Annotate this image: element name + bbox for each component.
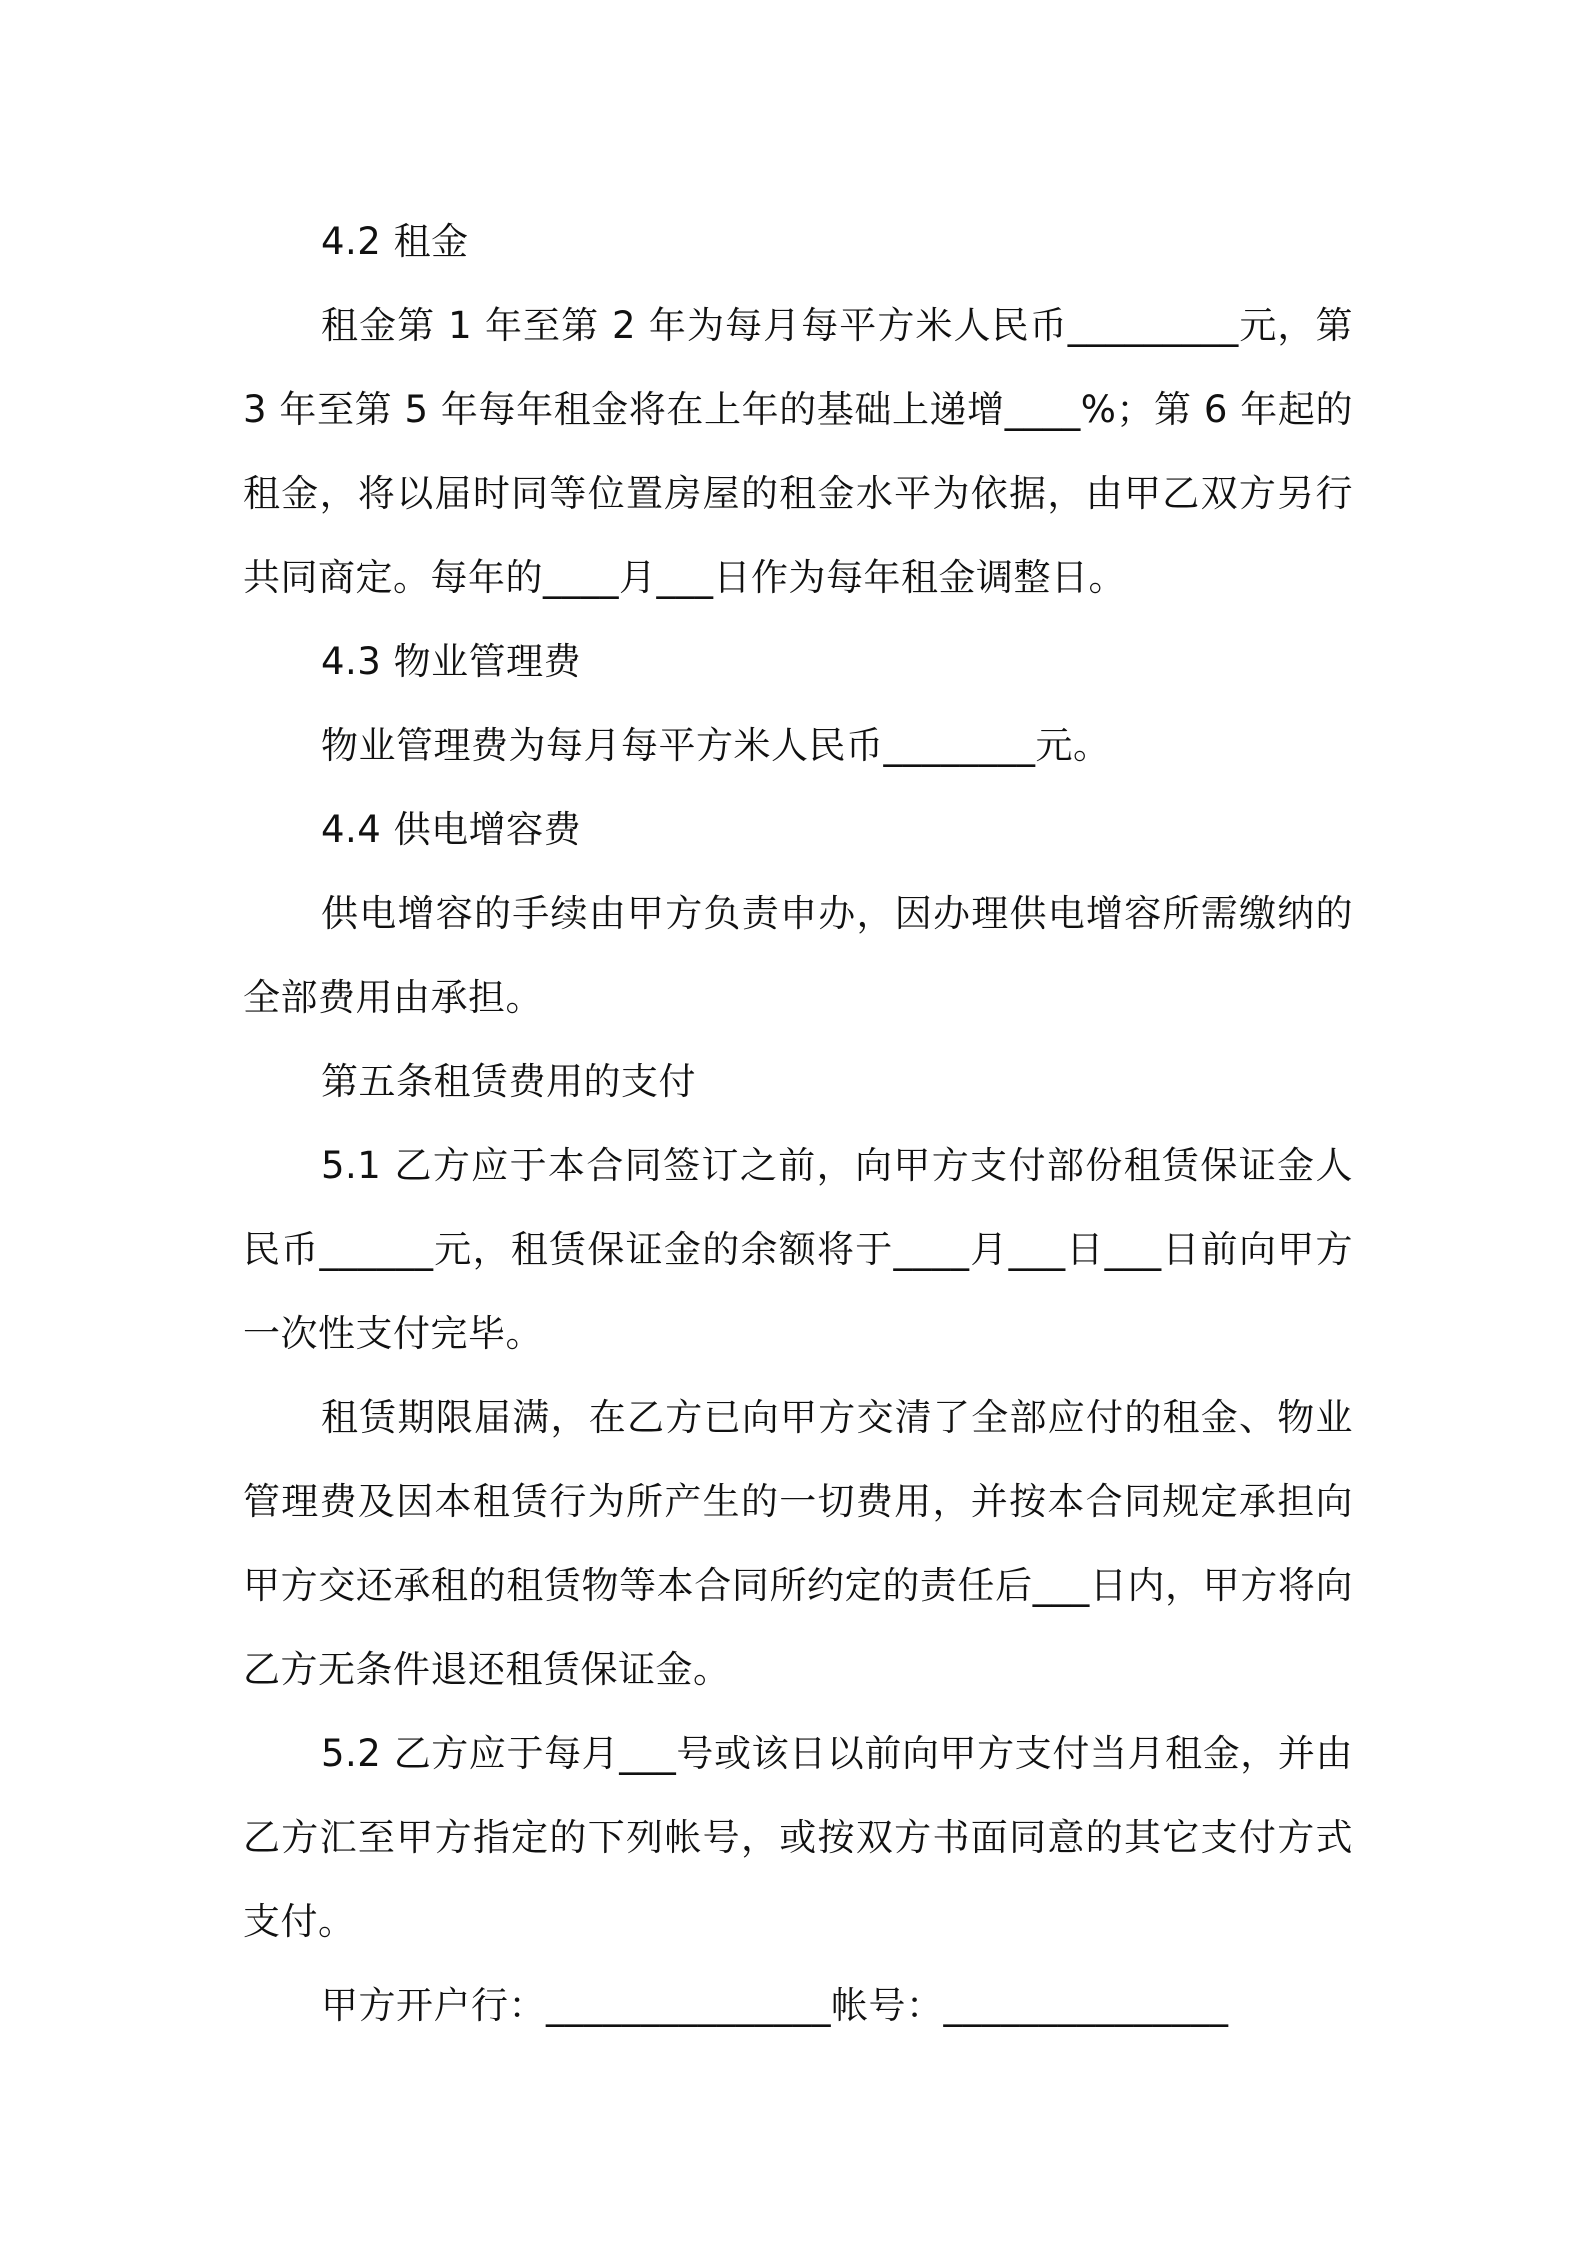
paragraph-rent-terms: 租金第 1 年至第 2 年为每月每平方米人民币_________元，第 3 年至第 5 年每年租金将在上年的基础上递增____%；第 6 年起的租金，将以届时同等位置房屋的租金水平为依据，由甲乙双方另行共同商定。每年的____月___日作为每年租金调整日。 [243,304,1353,599]
paragraph-deposit-refund: 租赁期限届满，在乙方已向甲方交清了全部应付的租金、物业管理费及因本租赁行为所产生的一切费用，并按本合同规定承担向甲方交还承租的租赁物等本合同所约定的责任后___日内，甲方将向乙方无条件退还租赁保证金。 [243,1396,1353,1691]
article-heading-5: 第五条租赁费用的支付 [321,1060,696,1103]
paragraph-bank-account: 甲方开户行：_______________帐号：_______________ [321,1984,1229,2027]
paragraph-5-2-monthly-rent: 5.2 乙方应于每月___号或该日以前向甲方支付当月租金，并由乙方汇至甲方指定的下列帐号，或按双方书面同意的其它支付方式支付。 [243,1732,1353,1943]
paragraph-power-capacity-fee: 供电增容的手续由甲方负责申办，因办理供电增容所需缴纳的全部费用由承担。 [243,892,1353,1019]
paragraph-property-fee: 物业管理费为每月每平方米人民币________元。 [321,724,1111,767]
section-heading-4-4: 4.4 供电增容费 [321,808,582,851]
paragraph-5-1-deposit: 5.1 乙方应于本合同签订之前，向甲方支付部份租赁保证金人民币______元，租赁保证金的余额将于____月___日___日前向甲方一次性支付完毕。 [243,1144,1353,1355]
document-body [243,200,1353,2048]
section-heading-4-2: 4.2 租金 [321,220,469,263]
section-heading-4-3: 4.3 物业管理费 [321,640,582,683]
